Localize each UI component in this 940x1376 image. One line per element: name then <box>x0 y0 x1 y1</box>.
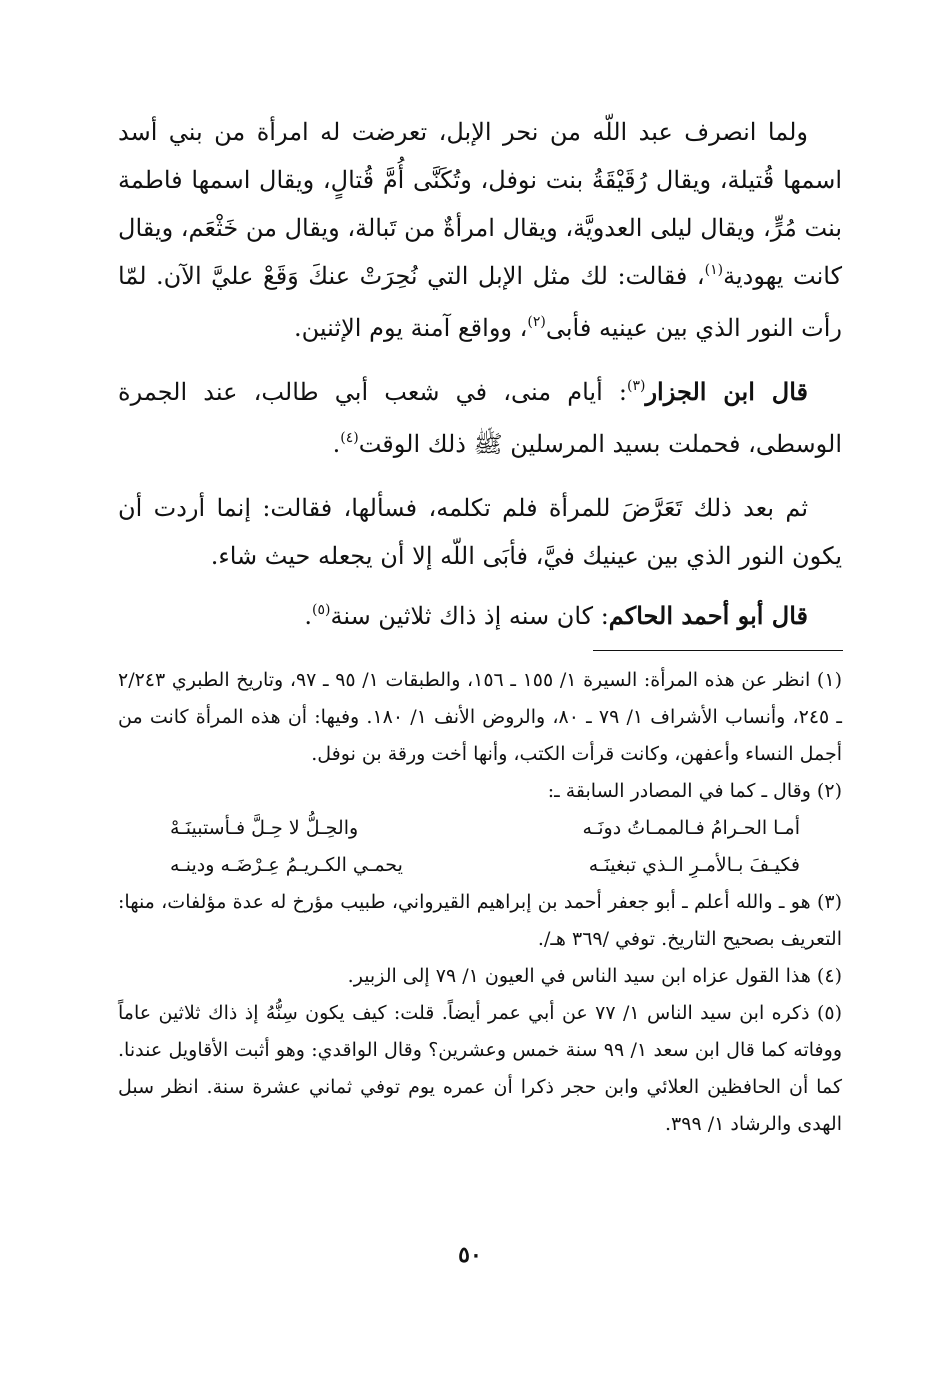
footnote-ref-3[interactable]: (٣) <box>626 378 646 394</box>
footnote-ref-2[interactable]: (٢) <box>527 314 546 330</box>
paragraph-1-text-b: ، فقالت: لك مثل الإبل التي نُحِرَتْ عنكَ وَقَعْ عليَّ الآن. لمّا رأت النور الذي بين عينيه فأبى <box>118 262 842 342</box>
verse-1-first-hemistich: أمـا الحـرامُ فـالممـاتُ دونَـه <box>582 817 800 839</box>
paragraph-2-lead: قال ابن الجزار <box>645 377 808 406</box>
footnote-ref-1[interactable]: (١) <box>704 262 724 278</box>
verse-2-second-hemistich: يحمـي الكـريـمُ عِـرْضَـه ودينـه <box>170 854 403 876</box>
paragraph-2 <box>118 368 842 472</box>
footnote-1: (١) انظر عن هذه المرأة: السيرة ١/ ١٥٥ ـ ١٥٦، والطبقات ١/ ٩٥ ـ ٩٧، وتاريخ الطبري ٢/٢٤٣ ـ ٢٤٥، وأنساب الأشراف ١/ ٧٩ ـ ٨٠، والروض الأنف ١/ ١٨٠. وفيها: أن هذه المرأة كانت من أجمل النساء وأعفهن، وكانت قرأت الكتب، وأنها أخت ورقة بن نوفل. <box>118 669 842 765</box>
paragraph-4-lead: قال أبو أحمد الحاكم <box>608 601 808 630</box>
footnote-ref-4[interactable]: (٤) <box>340 430 359 446</box>
poem-verses <box>118 810 842 884</box>
paragraph-4-text: : كان سنه إذ ذاك ثلاثين سنة <box>330 602 609 630</box>
paragraph-1-text-a: ولما انصرف عبد اللّه من نحر الإبل، تعرضت له امرأة من بني أسد اسمها قُتيلة، ويقال رُقَيْقَةُ بنت نوفل، وتُكَنَّى أُمَّ قُتالٍ، ويقال اسمها فاطمة بنت مُرٍّ، ويقال ليلى العدويَّة، ويقال امرأةٌ من تَبالة، ويقال من خَثْعَم، ويقال كانت يهودية <box>118 118 843 290</box>
main-text <box>118 108 842 656</box>
paragraph-1-text-c: ، وواقع آمنة يوم الإثنين. <box>294 314 528 342</box>
verse-2-first-hemistich: فكيـفَ بـالأمـرِ الـذي تبغينَـه <box>588 854 800 876</box>
footnote-divider <box>593 650 843 651</box>
paragraph-4 <box>118 592 842 644</box>
footnote-4: (٤) هذا القول عزاه ابن سيد الناس في العيون ١/ ٧٩ إلى الزبير. <box>347 965 842 987</box>
page-number: ٥٠ <box>458 1242 482 1268</box>
footnote-3: (٣) هو ـ والله أعلم ـ أبو جعفر أحمد بن إبراهيم القيرواني، طبيب مؤرخ له عدة مؤلفات، منها: التعريف بصحيح التاريخ. توفي /٣٦٩ هـ/. <box>118 891 842 950</box>
footnote-2: (٢) وقال ـ كما في المصادر السابقة ـ: <box>547 780 842 802</box>
paragraph-3: ثم بعد ذلك تَعَرَّضَ للمرأة فلم تكلمه، فسألها، فقالت: إنما أردت أن يكون النور الذي بين عينيك فيَّ، فأبَى اللّه إلا أن يجعله حيث شاء. <box>118 494 842 570</box>
footnotes <box>118 662 842 1143</box>
paragraph-4-end: . <box>304 602 312 630</box>
verse-1-second-hemistich: والحِـلُّ لا حِـلَّ فـأستبينَـهْ <box>170 817 359 839</box>
footnote-ref-5[interactable]: (٥) <box>311 602 331 618</box>
paragraph-2-end: . <box>332 430 341 458</box>
paragraph-2-text: : أيام منى، في شعب أبي طالب، عند الجمرة الوسطى، فحملت بسيد المرسلين ﷺ ذلك الوقت <box>118 378 842 458</box>
paragraph-1 <box>118 108 842 356</box>
footnote-5: (٥) ذكره ابن سيد الناس ١/ ٧٧ عن أبي عمر أيضاً. قلت: كيف يكون سِنُّهُ إذ ذاك ثلاثين عاماً ووفاته كما قال ابن سعد ١/ ٩٩ سنة خمس وعشرين؟ وقال الواقدي: وهو أثبت الأقاويل عندنا. كما أن الحافظين العلائي وابن حجر ذكرا أن عمره يوم توفي ثماني عشرة سنة. انظر سبل الهدى والرشاد ١/ ٣٩٩. <box>118 1002 842 1135</box>
